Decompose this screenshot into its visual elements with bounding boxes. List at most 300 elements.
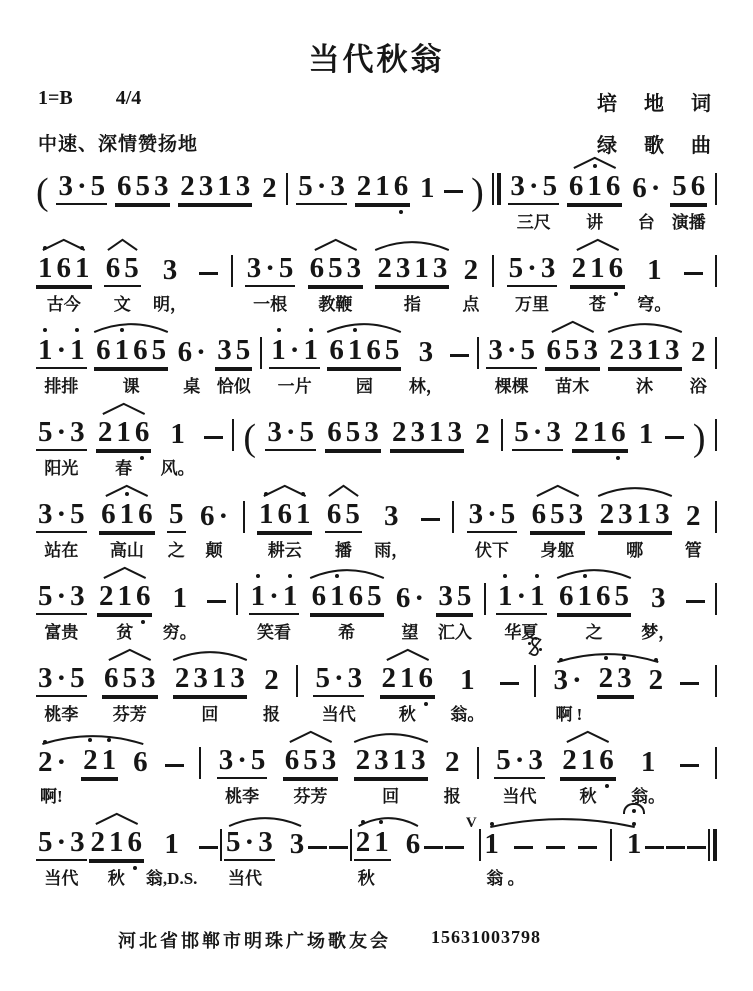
note-digits: 2: [445, 746, 460, 778]
note-group: [245, 239, 296, 321]
note-group: [598, 485, 672, 567]
lyric: 翁。: [450, 705, 485, 724]
barline: [479, 829, 481, 861]
lyric: 秋: [579, 787, 597, 806]
score-line: [0, 567, 753, 649]
open-paren: [243, 403, 256, 485]
octave-dot-low: [614, 292, 618, 296]
lyric: 沐: [636, 377, 653, 396]
lyric: 桃李: [44, 705, 79, 724]
lyric: 秋: [107, 869, 125, 888]
slur-wide-arc: [351, 730, 431, 743]
duration-dash: [207, 600, 226, 603]
lyric: 教鞭: [318, 295, 353, 314]
note-group: [283, 731, 339, 813]
note-group: [269, 321, 320, 403]
barline: [296, 665, 298, 697]
slur-hat-arc: [33, 238, 95, 251]
slur-wide-arc: [605, 320, 685, 333]
note-group: [508, 157, 559, 239]
note-group: [327, 321, 401, 403]
barline: [452, 501, 454, 533]
duration-dash: [680, 682, 699, 685]
note-group: [390, 403, 464, 485]
note-digits: 1: [640, 746, 656, 778]
note-digits: 2 1 6: [97, 582, 153, 615]
note-digits: 6 5 3: [102, 664, 158, 697]
note-digits: 3 · 5: [36, 500, 87, 533]
note-group: [572, 403, 628, 485]
lyric: 秋: [398, 705, 416, 724]
note-digits: 3: [162, 254, 178, 286]
note-digits: 3 ·: [551, 666, 583, 697]
note-digits: 3: [384, 500, 399, 532]
slur-hat-arc: [280, 730, 342, 743]
duration-dash: [645, 846, 664, 849]
lyric: 回: [201, 705, 219, 724]
duration-dash: [514, 846, 533, 849]
duration-dash: [421, 485, 440, 567]
octave-dot-low: [141, 620, 145, 624]
lyric: 身躯: [540, 541, 575, 560]
note-group: [260, 157, 279, 239]
slur-wide-arc: [372, 238, 452, 251]
barline: [477, 321, 479, 403]
barline: [715, 239, 717, 321]
duration-dash: [444, 157, 463, 239]
note-digits: 2 ·: [36, 748, 68, 779]
note-digits: 6 1 6: [99, 500, 155, 533]
note-digits: 1 · 1: [36, 336, 87, 369]
barline: [715, 567, 717, 649]
barline: [492, 239, 494, 321]
close-paren: ): [471, 171, 484, 213]
note-digits: 2 1 6: [380, 664, 436, 697]
lyric: 林，: [408, 377, 443, 396]
slur-wide-arc: [356, 814, 421, 827]
final-double-barline: [492, 157, 501, 239]
slur-wide-arc: [595, 484, 675, 497]
lyric: 阳光: [44, 459, 79, 478]
note-group: [641, 567, 675, 649]
duration-dash: [424, 813, 443, 895]
note-group: [249, 567, 300, 649]
duration-dash: [199, 272, 218, 275]
duration-dash: [687, 813, 706, 895]
note-digits: 6 ·: [199, 500, 229, 532]
duration-dash: [500, 649, 519, 731]
note-digits: 2 1 6: [96, 418, 152, 451]
lyric: 贫: [116, 623, 134, 642]
barline: [534, 665, 536, 697]
note-group: [684, 485, 703, 567]
duration-dash: [680, 731, 699, 813]
note-phrase: [354, 813, 423, 895]
note-group: [560, 731, 616, 813]
score-line: [0, 157, 753, 239]
note-group: [325, 485, 362, 567]
lyric: 排排: [44, 377, 79, 396]
barline: [286, 157, 288, 239]
key-signature-row: [38, 87, 141, 110]
note-group: [89, 813, 145, 895]
barline: [479, 813, 481, 895]
note-group: [313, 649, 364, 731]
lyric: 讲: [586, 213, 604, 232]
duration-dash: [199, 813, 218, 895]
lyric: 播: [334, 541, 352, 560]
footer-phone: 15631003798: [431, 927, 541, 947]
note-digits: 3 5: [436, 582, 473, 615]
lyric: 回: [382, 787, 400, 806]
note-digits: 3 · 5: [36, 664, 87, 697]
duration-dash: [578, 846, 597, 849]
note-digits: 2 1 6: [89, 828, 145, 861]
close-paren: [471, 157, 484, 239]
note-group: [217, 731, 268, 813]
barline: [715, 157, 717, 239]
phrase-group: [224, 828, 306, 861]
lyric: 一片: [277, 377, 312, 396]
note-group: [462, 239, 481, 321]
lyric: 风。: [160, 459, 195, 478]
note-group: [530, 485, 586, 567]
lyric: 耕云: [267, 541, 302, 560]
note-digits: 3 · 5: [265, 418, 316, 451]
footer: [118, 927, 541, 953]
composer-credit: 绿 歌 曲: [597, 135, 711, 157]
barline: [715, 665, 717, 697]
lyric: 啊 !: [555, 705, 583, 724]
lyric: 富贵: [44, 623, 79, 642]
lyric: 古今: [46, 295, 81, 314]
note-digits: 2: [463, 254, 479, 286]
lyric: 苍: [588, 295, 606, 314]
note-group: [473, 403, 492, 485]
lyric: 雨，: [374, 541, 409, 560]
lyric: 春: [115, 459, 133, 478]
note-digits: 2 1 6: [560, 746, 616, 779]
final-double-barline: [492, 173, 501, 205]
lyric: 明，: [153, 295, 187, 314]
barline: [220, 829, 222, 861]
duration-dash: [450, 321, 469, 403]
slur-wide-arc: [553, 650, 663, 663]
slur-wide-arc: [554, 566, 634, 579]
lyric: 当代: [44, 869, 79, 888]
note-digits: 6 5 3: [308, 254, 364, 287]
lyric: 芬芳: [293, 787, 328, 806]
duration-dash: [165, 731, 184, 813]
duration-dash: [204, 403, 223, 485]
note-digits: 5 · 3: [494, 746, 545, 779]
note-digits: 2 1 6: [355, 172, 411, 205]
note-group: [146, 813, 197, 895]
note-digits: 6 5 3: [530, 500, 586, 533]
note-digits: 5 · 3: [507, 254, 558, 287]
slur-hat-arc: [254, 484, 316, 497]
barline: [715, 583, 717, 615]
lyric: 穹。: [637, 295, 672, 314]
barline: [534, 649, 536, 731]
slur-hat-arc: [377, 648, 439, 661]
duration-dash: [546, 846, 565, 849]
lyricist-credit: 培 地 词: [597, 93, 711, 115]
note-digits: 3: [651, 582, 666, 614]
barline: [715, 485, 717, 567]
note-digits: 1: [172, 582, 188, 614]
note-group: [36, 239, 92, 321]
slur-wide-arc: [226, 814, 304, 827]
note-digits: 6: [405, 828, 421, 860]
note-digits: 6 1 6 5: [94, 336, 168, 369]
note-digits: 5 · 3: [313, 664, 364, 697]
slur-hat-arc: [564, 156, 626, 169]
note-digits: 3 5: [215, 336, 252, 369]
note-group: [94, 321, 168, 403]
duration-dash: [329, 846, 348, 849]
barline: [715, 747, 717, 779]
lyric: 之: [167, 541, 185, 560]
note-group: [374, 485, 408, 567]
note-group: [36, 485, 87, 567]
note-digits: 6 5 3: [115, 172, 171, 205]
octave-dot-high: [75, 328, 79, 332]
octave-dot-high: [256, 574, 260, 578]
close-paren: ): [692, 417, 706, 459]
slur-hat-arc: [99, 648, 161, 661]
slur-hat-arc: [93, 402, 155, 415]
tempo-marking: 中速、深情赞扬地: [38, 134, 199, 155]
lyric: 台: [637, 213, 655, 232]
barline: [220, 813, 222, 895]
note-digits: 1: [482, 830, 501, 861]
duration-dash: [204, 436, 223, 439]
note-digits: 6 5: [104, 254, 141, 287]
note-digits: 3 · 5: [508, 172, 559, 205]
duration-dash: [421, 518, 440, 521]
note-group: [467, 485, 518, 567]
note-group: [450, 649, 484, 731]
phrase-group: [354, 828, 423, 861]
barline: [232, 403, 234, 485]
note-digits: 6: [133, 746, 148, 778]
duration-dash: [165, 764, 184, 767]
lyric: 演播: [671, 213, 706, 232]
note-group: [56, 157, 107, 239]
note-digits: 2 3 1 3: [608, 336, 682, 369]
octave-dot-high: [277, 328, 281, 332]
duration-dash: [686, 567, 705, 649]
note-group: [102, 649, 158, 731]
lyric: 浴: [689, 377, 707, 396]
note-phrase: [482, 813, 643, 895]
duration-dash: [444, 190, 463, 193]
lyric: 一根: [253, 295, 288, 314]
note-group: [443, 731, 462, 813]
lyric: 翁 。: [486, 869, 525, 888]
duration-dash: [666, 813, 685, 895]
note-digits: 2 1: [81, 746, 118, 779]
lyric: 课: [122, 377, 140, 396]
note-group: [418, 157, 437, 239]
barline: [232, 419, 234, 451]
slur-hat-arc: [567, 238, 629, 251]
note-digits: 2 3: [597, 664, 634, 697]
close-paren: [693, 403, 706, 485]
note-group: [512, 403, 563, 485]
note-digits: 1: [460, 664, 475, 696]
breath-mark: V: [465, 815, 477, 831]
duration-dash: [450, 354, 469, 357]
note-group: [161, 403, 195, 485]
lyric: 文: [113, 295, 131, 314]
barline: [243, 485, 245, 567]
note-digits: 3 · 5: [245, 254, 296, 287]
barline: [260, 321, 262, 403]
duration-dash: [329, 813, 348, 895]
open-paren: (: [36, 171, 49, 213]
slur-wide-arc: [38, 732, 148, 745]
barline: [477, 731, 479, 813]
barline: [477, 747, 479, 779]
duration-dash: [665, 436, 684, 439]
barline: [243, 501, 245, 533]
slur-hat-arc: [322, 484, 365, 497]
lyric: 指: [403, 295, 421, 314]
note-digits: 6 5 3: [545, 336, 601, 369]
note-group: [176, 321, 208, 403]
note-group: [630, 157, 662, 239]
lyric: 汇入: [437, 623, 472, 642]
duration-dash: [199, 846, 218, 849]
phrase-group: [551, 664, 665, 697]
footer-organization: 河北省邯郸市明珠广场歌友会: [118, 931, 391, 951]
duration-dash: [684, 272, 703, 275]
breath-mark: [466, 813, 477, 895]
note-group: [262, 649, 281, 731]
note-digits: 5 · 3: [36, 828, 87, 861]
note-group: [689, 321, 708, 403]
note-digits: 3 · 5: [56, 172, 107, 205]
duration-dash: [445, 846, 464, 849]
duration-dash: [207, 567, 226, 649]
note-group: [115, 157, 171, 239]
note-phrase: [551, 649, 665, 731]
lyric: 秋: [357, 869, 375, 888]
octave-dot-low: [140, 456, 144, 460]
note-digits: 2: [647, 666, 666, 697]
phrase-group: [482, 829, 643, 861]
note-digits: 2 1 6: [572, 418, 628, 451]
slur-wide-arc: [307, 566, 387, 579]
lyric: 恰似: [216, 377, 251, 396]
lyric: 当代: [321, 705, 356, 724]
note-group: [380, 649, 436, 731]
lyric: 高山: [109, 541, 144, 560]
duration-dash: [424, 846, 443, 849]
note-group: [257, 485, 313, 567]
barline: [715, 337, 717, 369]
note-group: [507, 239, 558, 321]
duration-dash: [686, 600, 705, 603]
note-group: [355, 157, 411, 239]
lyric: 芬芳: [112, 705, 147, 724]
note-digits: 6 1 6 5: [557, 582, 631, 615]
barline: [715, 173, 717, 205]
note-group: [375, 239, 449, 321]
note-group: [608, 321, 682, 403]
lyric: 之: [585, 623, 603, 642]
note-digits: 3: [289, 828, 305, 860]
note-group: [409, 321, 443, 403]
note-group: [36, 649, 87, 731]
note-digits: 2: [264, 664, 279, 696]
barline: [199, 747, 201, 779]
note-digits: 5 · 3: [296, 172, 347, 205]
barline: [199, 731, 201, 813]
duration-dash: [645, 813, 664, 895]
note-digits: 3: [418, 336, 434, 368]
note-digits: 2 3 1 3: [375, 254, 449, 287]
note-group: [104, 239, 141, 321]
octave-dot-low: [605, 784, 609, 788]
lyric: 望: [401, 623, 419, 642]
duration-dash: [445, 813, 464, 895]
note-digits: 1 · 1: [496, 582, 547, 615]
note-group: [36, 321, 87, 403]
note-group: [486, 321, 537, 403]
slur-hat-arc: [96, 484, 158, 497]
note-group: [637, 403, 656, 485]
slur-hat-arc: [94, 566, 156, 579]
note-group: [97, 567, 153, 649]
note-group: [557, 567, 631, 649]
lyric: 站在: [44, 541, 79, 560]
note-digits: 1: [164, 828, 179, 860]
lyric: 翁。: [631, 787, 666, 806]
note-digits: 5 · 3: [512, 418, 563, 451]
note-digits: 2 1: [354, 828, 391, 861]
barline: [484, 567, 486, 649]
note-digits: 6 5 3: [325, 418, 381, 451]
lyric: 穷。: [162, 623, 197, 642]
lyric: 当代: [228, 869, 263, 888]
segno-icon: [528, 636, 543, 657]
lyric: 当代: [502, 787, 537, 806]
note-digits: 2: [475, 418, 490, 450]
lyric: 颠: [205, 541, 223, 560]
note-digits: 5 · 3: [224, 828, 275, 861]
barline: [231, 255, 233, 287]
score: [0, 157, 753, 895]
note-group: [99, 485, 155, 567]
note-group: [637, 239, 671, 321]
key-signature: 1=B: [38, 87, 73, 109]
lyric: 万里: [515, 295, 549, 314]
note-digits: 5 · 3: [36, 582, 87, 615]
slur-wide-arc: [484, 815, 641, 828]
note-digits: 3 · 5: [467, 500, 518, 533]
barline: [260, 337, 262, 369]
note-digits: 5 6: [670, 172, 707, 205]
note-digits: 2: [690, 336, 706, 368]
lyric: 啊!: [40, 787, 63, 806]
lyric: 苗木: [555, 377, 590, 396]
octave-dot-high: [309, 328, 313, 332]
barline: [715, 419, 717, 451]
note-digits: 6 1 6 5: [310, 582, 384, 615]
